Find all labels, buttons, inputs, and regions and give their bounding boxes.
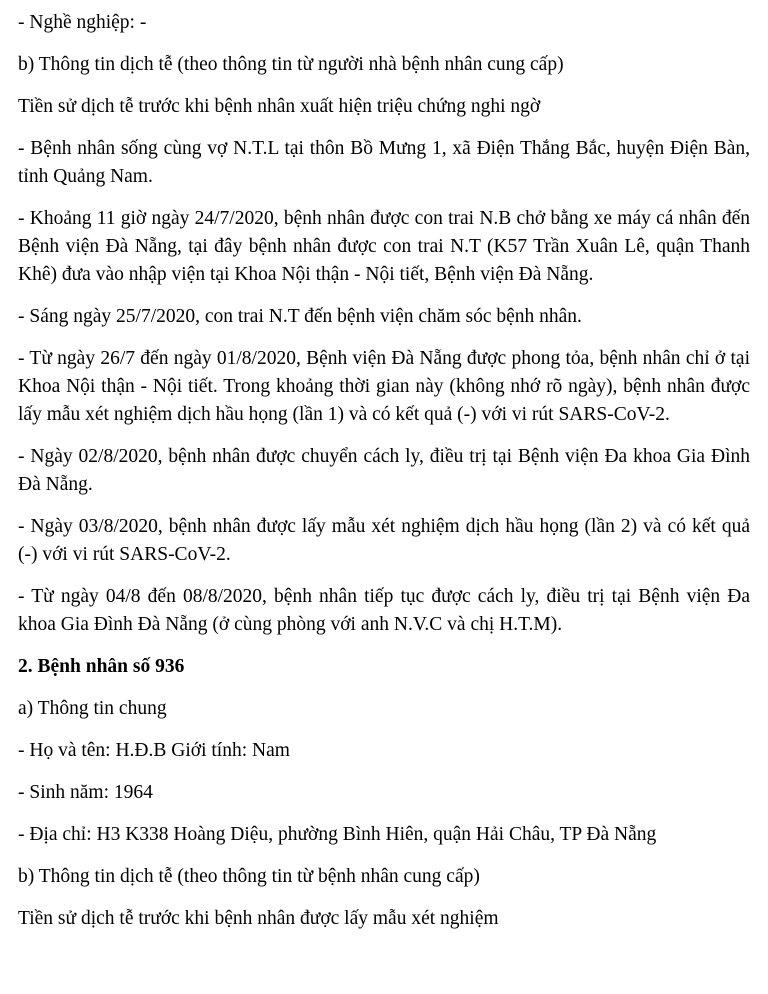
section-a-general-info: a) Thông tin chung xyxy=(18,698,167,719)
paragraph-son-visit-25-7: - Sáng ngày 25/7/2020, con trai N.T đến bệnh viện chăm sóc bệnh nhân. xyxy=(18,306,582,327)
section-b-epidemiology-info-patient: b) Thông tin dịch tễ (theo thông tin từ bệnh nhân cung cấp) xyxy=(18,866,480,887)
paragraph-address: - Địa chỉ: H3 K338 Hoàng Diệu, phường Bình Hiên, quận Hải Châu, TP Đà Nẵng xyxy=(18,824,657,845)
paragraph-birth-year: - Sinh năm: 1964 xyxy=(18,782,153,803)
paragraph-epidemiology-history-intro: Tiền sử dịch tễ trước khi bệnh nhân xuất hiện triệu chứng nghi ngờ xyxy=(18,96,541,117)
section-b-epidemiology-info-family: b) Thông tin dịch tễ (theo thông tin từ người nhà bệnh nhân cung cấp) xyxy=(18,54,564,75)
paragraph-hospital-admission-24-7: - Khoảng 11 giờ ngày 24/7/2020, bệnh nhân được con trai N.B chở bằng xe máy cá nhân đến Bệnh viện Đà Nẵng, tại đây bệnh nhân được con trai N.T (K57 Trần Xuân Lê, quận Thanh Khê) đưa vào nhập viện tại Khoa Nội thận - Nội tiết, Bệnh viện Đà Nẵng. xyxy=(18,208,750,285)
paragraph-occupation: - Nghề nghiệp: - xyxy=(18,12,147,33)
paragraph-transfer-02-8: - Ngày 02/8/2020, bệnh nhân được chuyển cách ly, điều trị tại Bệnh viện Đa khoa Gia Đình Đà Nẵng. xyxy=(18,446,750,495)
paragraph-quarantine-04-8-to-08-8: - Từ ngày 04/8 đến 08/8/2020, bệnh nhân tiếp tục được cách ly, điều trị tại Bệnh viện Đa khoa Gia Đình Đà Nẵng (ở cùng phòng với anh N.V.C và chị H.T.M). xyxy=(18,586,750,635)
paragraph-epidemiology-history-before-test: Tiền sử dịch tễ trước khi bệnh nhân được lấy mẫu xét nghiệm xyxy=(18,908,499,929)
paragraph-lockdown-26-7-to-01-8: - Từ ngày 26/7 đến ngày 01/8/2020, Bệnh viện Đà Nẵng được phong tỏa, bệnh nhân chỉ ở tại Khoa Nội thận - Nội tiết. Trong khoảng thời gian này (không nhớ rõ ngày), bệnh nhân được lấy mẫu xét nghiệm dịch hầu họng (lần 1) và có kết quả (-) với vi rút SARS-CoV-2. xyxy=(18,348,750,425)
paragraph-test-03-8: - Ngày 03/8/2020, bệnh nhân được lấy mẫu xét nghiệm dịch hầu họng (lần 2) và có kết quả (-) với vi rút SARS-CoV-2. xyxy=(18,516,750,565)
paragraph-name-gender: - Họ và tên: H.Đ.B Giới tính: Nam xyxy=(18,740,290,761)
heading-patient-936: 2. Bệnh nhân số 936 xyxy=(18,656,185,677)
paragraph-living-with-wife: - Bệnh nhân sống cùng vợ N.T.L tại thôn Bồ Mưng 1, xã Điện Thắng Bắc, huyện Điện Bàn, tỉnh Quảng Nam. xyxy=(18,138,750,187)
